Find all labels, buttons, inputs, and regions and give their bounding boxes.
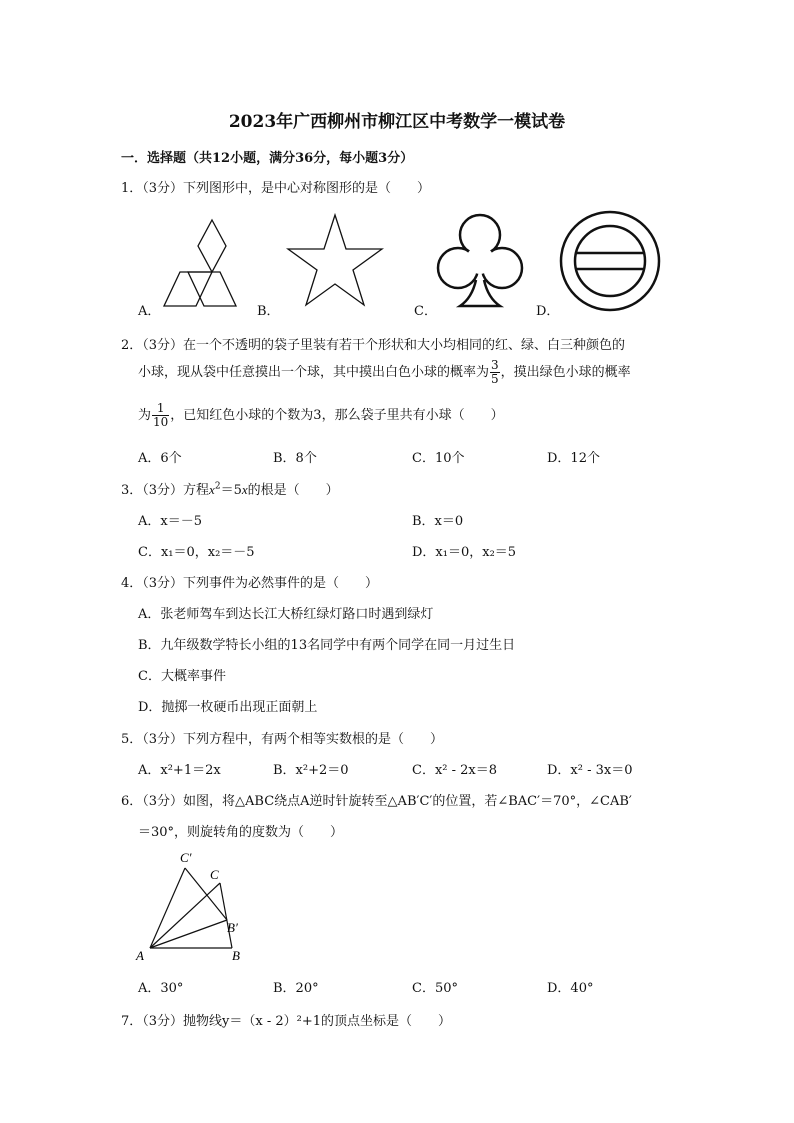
q6-option-d: D．40° <box>547 981 594 996</box>
q3-exp: 2 <box>214 481 221 492</box>
q1-label-a: A． <box>138 304 161 319</box>
label-c: C <box>210 867 219 882</box>
q4-option-c: C．大概率事件 <box>138 669 226 684</box>
question-2-line3 <box>138 402 504 429</box>
question-2-line1: 2．（3分）在一个不透明的袋子里装有若干个形状和大小均相同的红、绿、白三种颜色的 <box>121 338 626 353</box>
q3-var-x: x <box>209 482 215 497</box>
q2-option-b: B．8个 <box>273 451 317 466</box>
label-b-prime: B′ <box>227 920 238 935</box>
q2-option-d: D．12个 <box>547 451 600 466</box>
question-4-stem: 4．（3分）下列事件为必然事件的是（ ） <box>121 576 379 591</box>
section-heading: 一．选择题（共12小题，满分36分，每小题3分） <box>121 151 414 166</box>
question-6-line2: ＝30°，则旋转角的度数为（ ） <box>138 825 344 840</box>
figure-diamonds <box>160 218 240 308</box>
q3-option-b: B．x＝0 <box>412 514 464 529</box>
q2-line2-text-b: ，摸出绿色小球的概率 <box>500 365 631 380</box>
q4-option-d: D．抛掷一枚硬币出现正面朝上 <box>138 700 318 715</box>
q3-stem-c: 的根是（ ） <box>247 483 339 498</box>
question-1-stem: 1．（3分）下列图形中，是中心对称图形的是（ ） <box>121 181 431 196</box>
figure-star <box>285 213 385 309</box>
q2-option-a: A．6个 <box>138 451 182 466</box>
q3-stem-b: ＝5 <box>220 483 242 498</box>
q2-line3-text-a: 为 <box>138 408 152 423</box>
q3-option-a: A．x＝－5 <box>138 514 202 529</box>
question-2-line2 <box>138 359 631 386</box>
q1-label-b: B． <box>257 304 280 319</box>
question-3-stem <box>121 479 339 498</box>
figure-rotated-triangles <box>135 848 255 968</box>
q3-var-x2: x <box>241 482 248 497</box>
label-c-prime: C′ <box>180 850 192 865</box>
q3-option-d: D．x₁＝0，x₂＝5 <box>412 545 517 560</box>
figure-circle-bars <box>559 210 661 312</box>
q6-option-b: B．20° <box>273 981 319 996</box>
q4-option-b: B．九年级数学特长小组的13名同学中有两个同学在同一月过生日 <box>138 638 516 653</box>
frac1-num: 3 <box>491 358 499 372</box>
frac1-den: 5 <box>491 372 499 386</box>
q2-line2-text-a: 小球，现从袋中任意摸出一个球，其中摸出白色小球的概率为 <box>138 365 490 380</box>
question-5-stem: 5．（3分）下列方程中，有两个相等实数根的是（ ） <box>121 732 444 747</box>
q5-option-a: A．x²+1＝2x <box>138 763 221 778</box>
label-a: A <box>136 948 144 963</box>
q3-stem-a: 3．（3分）方程 <box>121 483 210 498</box>
q6-option-c: C．50° <box>412 981 458 996</box>
q5-option-d: D．x² - 3x＝0 <box>547 763 633 778</box>
q4-option-a: A．张老师驾车到达长江大桥红绿灯路口时遇到绿灯 <box>138 607 434 622</box>
question-7-stem: 7．（3分）抛物线y＝（x - 2）²+1的顶点坐标是（ ） <box>121 1014 452 1029</box>
q6-option-a: A．30° <box>138 981 184 996</box>
q5-option-c: C．x² - 2x＝8 <box>412 763 498 778</box>
fraction-1-10 <box>152 402 169 429</box>
figure-club <box>432 210 528 310</box>
page-title: 2023年广西柳州市柳江区中考数学一模试卷 <box>228 112 566 132</box>
q5-option-b: B．x²+2＝0 <box>273 763 349 778</box>
frac2-num: 1 <box>152 402 169 416</box>
q1-label-d: D． <box>536 304 560 319</box>
frac2-den: 10 <box>153 415 169 429</box>
label-b: B <box>232 948 240 963</box>
fraction-3-5 <box>490 359 500 386</box>
q1-label-c: C． <box>414 304 437 319</box>
q3-option-c: C．x₁＝0，x₂＝－5 <box>138 545 255 560</box>
q2-line3-text-b: ，已知红色小球的个数为3，那么袋子里共有小球（ ） <box>170 408 504 423</box>
question-6-line1: 6．（3分）如图，将△ABC绕点A逆时针旋转至△AB′C′的位置，若∠BAC′＝70°，∠CAB′ <box>121 794 632 809</box>
q2-option-c: C．10个 <box>412 451 465 466</box>
